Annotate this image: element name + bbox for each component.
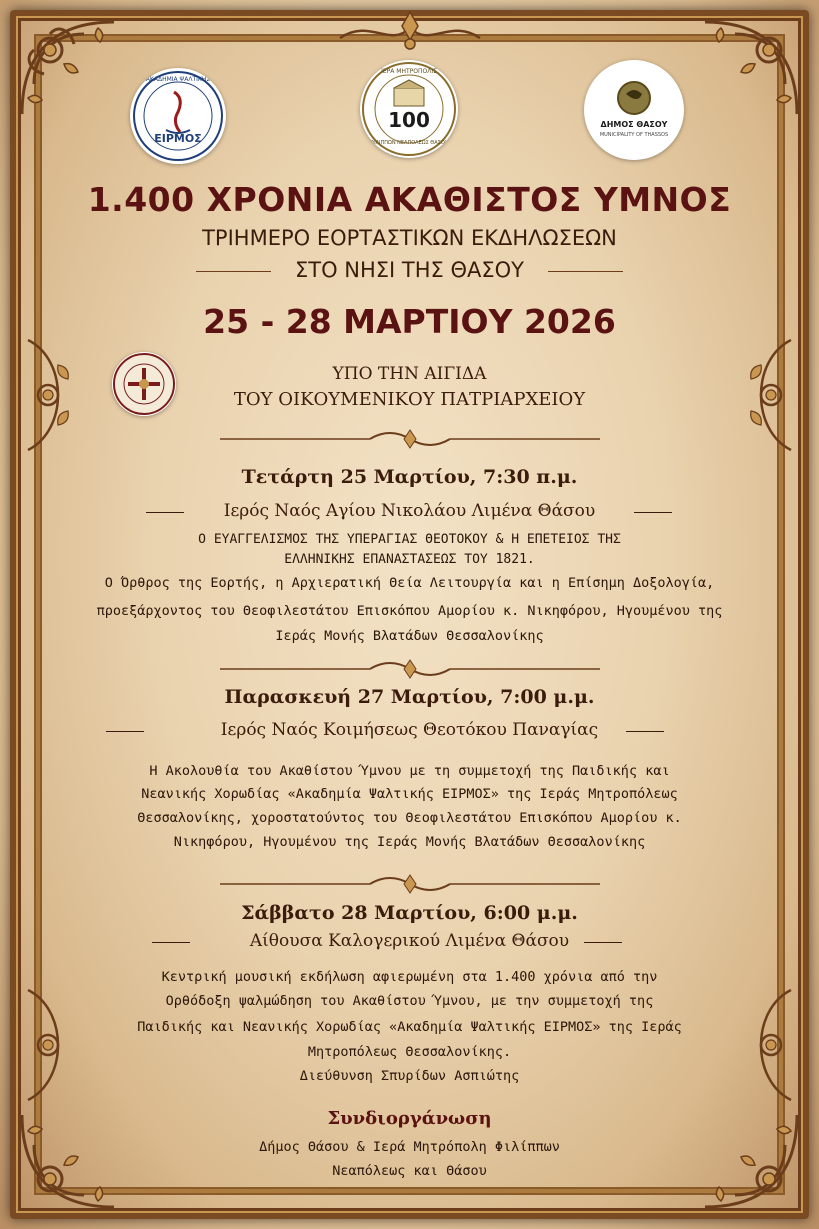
organizers-line-1: Δήμος Θάσου & Ιερά Μητρόπολη Φιλίππων: [259, 1139, 560, 1155]
event-2-line-4: Νικηφόρου, Ηγουμένου της Ιεράς Μονής Βλατάδων Θεσσαλονίκης: [173, 834, 646, 850]
event-1-caps-line-2: ΕΛΛΗΝΙΚΗΣ ΕΠΑΝΑΣΤΑΣΕΩΣ ΤΟΥ 1821.: [284, 552, 535, 567]
organizers-title: Συνδιοργάνωση: [327, 1108, 492, 1129]
municipality-thassos-logo: [584, 60, 684, 160]
event-1-caps-line-1: Ο ΕΥΑΓΓΕΛΙΣΜΟΣ ΤΗΣ ΥΠΕΡΑΓΙΑΣ ΘΕΟΤΟΚΟΥ & Η ΕΠΕΤΕΙΟΣ ΤΗΣ: [198, 532, 621, 547]
event-2-venue: Ιερός Ναός Κοιμήσεως Θεοτόκου Παναγίας: [220, 720, 599, 740]
event-3-line-4: Μητροπόλεως Θεσσαλονίκης.: [307, 1044, 512, 1060]
event-1-line-1: Ο Όρθρος της Εορτής, η Αρχιερατική Θεία Λειτουργία και η Επίσημη Δοξολογία,: [104, 575, 715, 591]
poster-subtitle-2: ΣΤΟ ΝΗΣΙ ΤΗΣ ΘΑΣΟΥ: [294, 258, 525, 282]
metropolis-100-logo: [360, 60, 458, 158]
venue-rule-right: [634, 512, 672, 513]
organizers-line-2: Νεαπόλεως και Θάσου: [332, 1163, 487, 1179]
event-1-venue: Ιερός Ναός Αγίου Νικολάου Λιμένα Θάσου: [223, 501, 596, 521]
venue-rule-right: [584, 942, 622, 943]
event-3-line-2: Ορθόδοξη ψαλμώδηση του Ακαθίστου Ύμνου, με την συμμετοχή της: [165, 993, 654, 1009]
poster-title: 1.400 ΧΡΟΝΙΑ ΑΚΑΘΙΣΤΟΣ ΥΜΝΟΣ: [87, 180, 732, 219]
event-3-venue: Αίθουσα Καλογερικού Λιμένα Θάσου: [249, 931, 570, 951]
section-divider: [200, 873, 620, 895]
aegis-line-2: ΤΟΥ ΟΙΚΟΥΜΕΝΙΚΟΥ ΠΑΤΡΙΑΡΧΕΙΟΥ: [233, 389, 586, 410]
top-crest-ornament: [330, 8, 490, 58]
corner-ornament: [695, 14, 805, 124]
event-2-line-3: Θεσσαλονίκης, χοροστατούντος του Θεοφιλεστάτου Επισκόπου Αμορίου κ.: [137, 810, 682, 826]
event-1-day: Τετάρτη 25 Μαρτίου, 7:30 π.μ.: [241, 466, 578, 488]
metropolis-number: 100: [388, 108, 430, 132]
poster-subtitle-1: ΤΡΙΗΜΕΡΟ ΕΟΡΤΑΣΤΙΚΩΝ ΕΚΔΗΛΩΣΕΩΝ: [202, 226, 617, 250]
municipality-name-en: MUNICIPALITY OF THASSOS: [599, 132, 669, 138]
event-2-day: Παρασκευή 27 Μαρτίου, 7:00 μ.μ.: [224, 686, 595, 708]
event-3-line-1: Κεντρική μουσική εκδήλωση αφιερωμένη στα 1.400 χρόνια από την: [161, 969, 658, 985]
academy-logo-top-text: ΑΚΑΔΗΜΙΑ ΨΑΛΤΙΚΗΣ: [145, 76, 211, 83]
event-1-line-2: προεξάρχοντος του Θεοφιλεστάτου Επισκόπου Αμορίου κ. Νικηφόρου, Ηγουμένου της: [96, 603, 723, 619]
event-1-line-3: Ιεράς Μονής Βλατάδων Θεσσαλονίκης: [275, 628, 544, 644]
section-divider: [200, 428, 620, 450]
event-3-day: Σάββατο 28 Μαρτίου, 6:00 μ.μ.: [241, 902, 578, 924]
event-3-line-3: Παιδικής και Νεανικής Χορωδίας «Ακαδημία Ψαλτικής ΕΙΡΜΟΣ» της Ιεράς: [137, 1019, 682, 1035]
academy-logo-name: ΕΙΡΜΟΣ: [154, 132, 202, 145]
aegis-line-1: ΥΠΟ ΤΗΝ ΑΙΓΙΔΑ: [332, 364, 487, 384]
event-2-line-1: Η Ακολουθία του Ακαθίστου Ύμνου με τη συμμετοχή της Παιδικής και: [149, 763, 670, 779]
municipality-logo-icon: [584, 60, 684, 160]
event-dates: 25 - 28 ΜΑΡΤΙΟΥ 2026: [203, 302, 616, 341]
corner-ornament: [14, 14, 124, 124]
event-2-line-2: Νεανικής Χορωδίας «Ακαδημία Ψαλτικής ΕΙΡΜΟΣ» της Ιεράς Μητροπόλεως: [141, 786, 678, 802]
municipality-name: ΔΗΜΟΣ ΘΑΣΟΥ: [600, 120, 668, 129]
venue-rule-right: [626, 731, 664, 732]
section-divider: [200, 658, 620, 680]
metropolis-bottom-text: ΦΙΛΙΠΠΩΝ ΝΕΑΠΟΛΕΩΣ ΘΑΣΟΥ: [370, 140, 448, 146]
event-3-line-5: Διεύθυνση Σπυρίδων Ασπιώτης: [299, 1068, 520, 1084]
subtitle-rule-right: [548, 271, 623, 272]
metropolis-top-text: ΙΕΡΑ ΜΗΤΡΟΠΟΛΙΣ: [381, 68, 437, 75]
academy-eirmos-logo: [130, 68, 226, 164]
